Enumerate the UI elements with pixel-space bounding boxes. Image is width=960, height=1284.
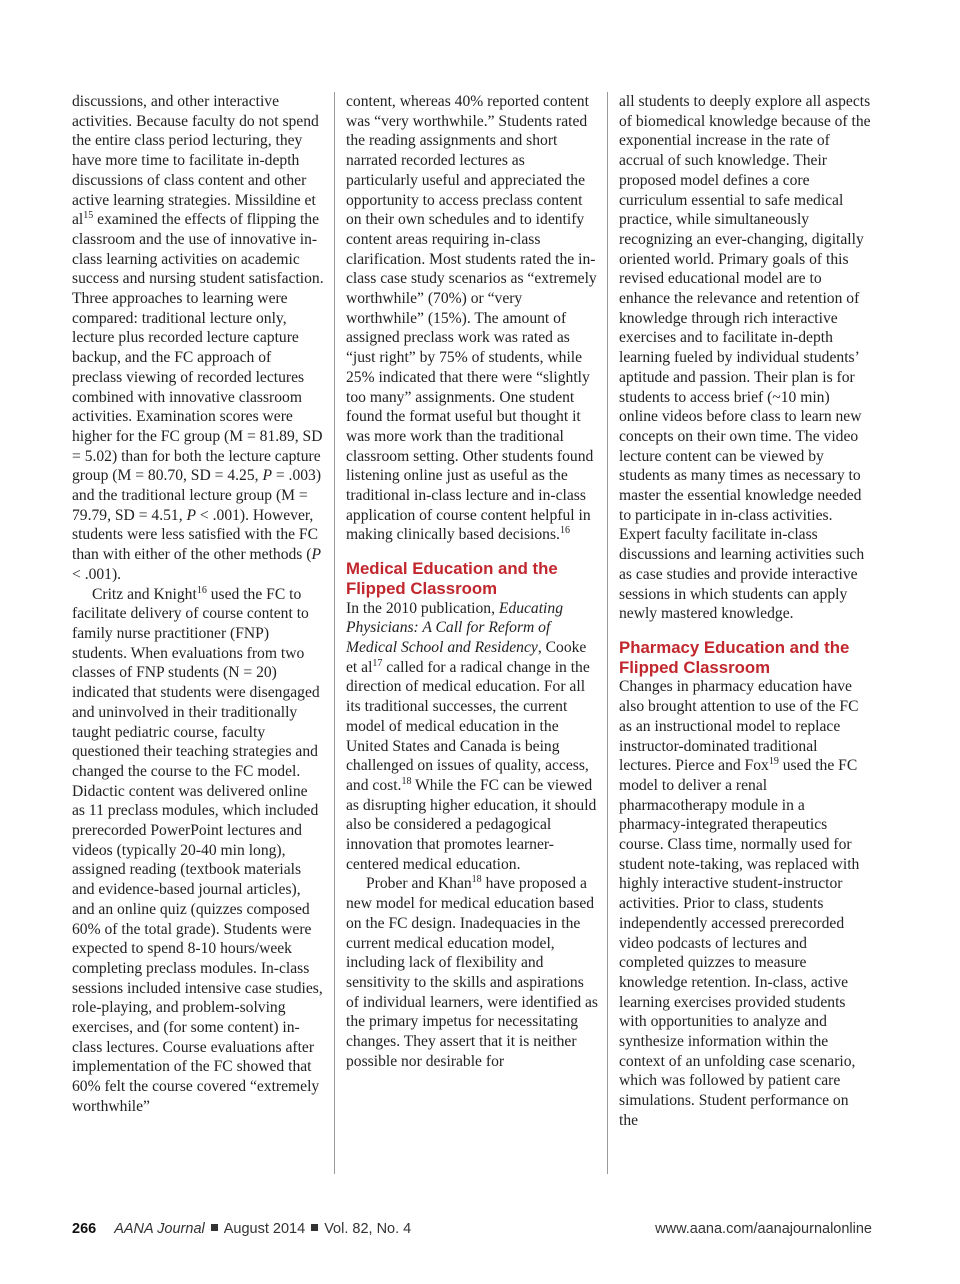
citation-16: 16 (196, 584, 207, 596)
paragraph-critz-knight: Critz and Knight$^{16}$ used the FC to facilitate delivery of course content to family nurse practitioner (FNP) students. When evaluations from two classes of FNP students (N = 20) indicated that students were disengaged and uninvolved in their traditionally taught pediatric course, faculty questioned their teaching strategies and changed the course to the FC model. Didactic content was delivered online as 11 preclass modules, which included prerecorded PowerPoint lectures and videos (typically 20-40 min long), assigned reading (textbook materials and evidence-based journal articles), and an online quiz (quizzes composed 60% of the total grade). Students were expected to spend 8-10 hours/week completing preclass modules. In-class sessions included intensive case studies, role-playing, and problem-solving exercises, and (for some content) in-class lectures. Course evaluations after implementation of the FC showed that 60% felt the course covered “extremely worthwhile” (72, 584, 323, 1115)
citation-18: 18 (401, 775, 412, 787)
issue-date: August 2014 (223, 1221, 306, 1237)
journal-url: www.aana.com/aanajournalonline (655, 1221, 872, 1237)
paragraph-core-curriculum: all students to deeply explore all aspects of biomedical knowledge because of the exponential increase in the rate of accrual of such knowledge. Their proposed model defines a core curriculum essential to safe medical practice, while simultaneously recognizing an ever-changing, digitally oriented world. Primary goals of this revised educational model are to enhance the relevance and retention of knowledge through rich interactive exercises and to facilitate in-depth learning fueled by individual students’ aptitude and passion. Their plan is for students to access brief (~10 min) online videos before class to learn new concepts on their own time. The video lecture content can be viewed by students as many times as necessary to master the essential knowledge needed to participate in in-class activities. Expert faculty facilitate in-class discussions and learning activities such as case studies and provide interactive sessions in which students can apply newly mastered knowledge. (619, 93, 871, 623)
text-column-3 (619, 92, 871, 1131)
paragraph-cooke: In the 2010 publication, Educating Physicians: A Call for Reform of Medical School and Residency, Cooke et $al^{17}$ called for a radical change in the direction of medical education. For all its traditional successes, the current model of medical education in the United States and Canada is being challenged on issues of quality, access, and cost.$^{18}$ While the FC can be viewed as disrupting higher education, it should also be considered a pedagogical innovation that promotes learner-centered medical education. (346, 599, 597, 873)
text-column-2 (346, 92, 598, 1071)
square-bullet-icon (311, 1224, 318, 1231)
paragraph-prober-khan: Prober and Khan$^{18}$ have proposed a new model for medical education based on the FC design. Inadequacies in the current medical education model, including lack of flexibility and sensitivity to the skills and aspirations of individual learners, were identified as the primary impetus for necessitating changes. They assert that it is neither possible nor desirable for (346, 874, 599, 1070)
square-bullet-icon (211, 1224, 218, 1231)
journal-name: AANA Journal (114, 1221, 205, 1237)
section-heading-medical-education: Medical Education and the Flipped Classroom (346, 559, 558, 598)
citation-19: 19 (768, 756, 779, 768)
column-divider (334, 92, 335, 1174)
page-number: 266 (72, 1221, 97, 1237)
citation-18: 18 (471, 874, 482, 886)
column-divider (607, 92, 608, 1174)
page-footer (72, 1221, 872, 1241)
citation-16: 16 (559, 525, 570, 537)
section-heading-pharmacy-education: Pharmacy Education and the Flipped Classroom (619, 637, 850, 677)
paragraph-course-evaluations: content, whereas 40% reported content was “very worthwhile.” Students rated the reading assignments and short narrated recorded lectures as particularly useful and appreciated the opportunity to access preclass content on their own schedules and to identify content areas requiring in-class clarification. Most students rated the in-class case study scenarios as “extremely worthwhile” (70%) or “very worthwhile” (15%). The amount of assigned preclass work was rated as “just right” by 75% of students, while 25% indicated that there were “slightly too many” assignments. One student found the format useful but thought it was more work than the traditional classroom setting. Other students found listening online just as useful as the traditional in-class lecture and in-class application of course content helpful in making clinically based decisions.$^{16}$ (346, 93, 597, 544)
footer-citation (72, 1221, 411, 1237)
citation-15: 15 (83, 210, 94, 222)
paragraph-missildine: discussions, and other interactive activities. Because faculty do not spend the entire class period lecturing, they have more time to facilitate in-depth discussions of class content and other active learning strategies. Missildine et $al^{15}$ examined the effects of flipping the classroom and the use of innovative in-class learning activities on academic success and nursing student satisfaction. Three approaches to learning were compared: traditional lecture only, lecture plus recorded lecture capture backup, and the FC approach of preclass viewing of recorded lectures combined with innovative classroom activities. Examination scores were higher for the FC group (M = 81.89, SD = 5.02) than for both the lecture capture group (M = 80.70, SD = 4.25, P = .003) and the traditional lecture group (M = 79.79, SD = 4.51, P < .001). However, students were less satisfied with the FC than with either of the other methods (P < .001). (72, 93, 324, 583)
citation-17: 17 (372, 657, 383, 669)
volume-number: Vol. 82, No. 4 (324, 1221, 412, 1237)
text-column-1 (72, 92, 324, 1117)
paragraph-pierce-fox: Changes in pharmacy education have also brought attention to use of the FC as an instructional model to replace instructor-dominated traditional lectures. Pierce and Fox$^{19}$ used the FC model to deliver a renal pharmacotherapy module in a pharmacy-integrated therapeutics course. Class time, normally used for student note-taking, was replaced with highly interactive student-instructor activities. Prior to class, students independently accessed prerecorded video podcasts of lectures and completed quizzes to measure knowledge retention. In-class, active learning exercises provided students with opportunities to analyze and synthesize information within the context of an unfolding case scenario, which was followed by patient care simulations. Student performance on the (619, 678, 860, 1129)
